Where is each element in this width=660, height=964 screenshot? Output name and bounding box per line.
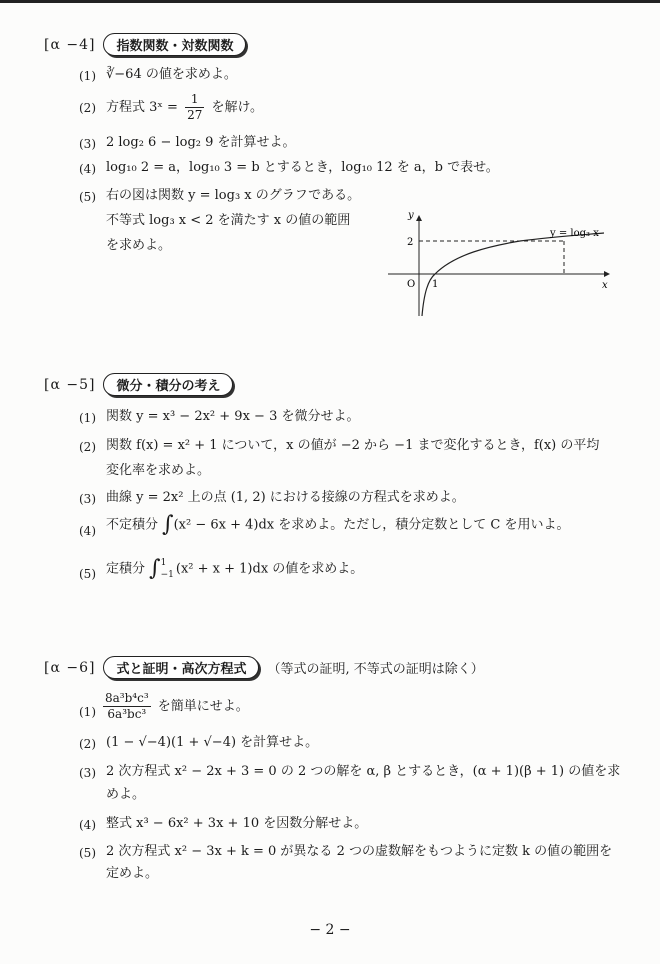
item-text: 右の図は関数 y = log₃ x のグラフである。: [106, 188, 361, 203]
item-text: [106, 557, 363, 581]
item-text: 関数 y = x³ − 2x² + 9x − 3 を微分せよ。: [106, 409, 360, 424]
item-number: (5): [79, 846, 96, 860]
item-text: (1 − √−4)(1 + √−4) を計算せよ。: [106, 735, 319, 750]
section-title: 指数関数・対数関数: [103, 33, 246, 56]
fraction-numerator: 1: [185, 92, 204, 108]
item-number: (4): [79, 818, 96, 832]
log-graph: [380, 208, 620, 318]
page-number: − 2 −: [309, 922, 351, 938]
integral-limits: [161, 557, 174, 581]
item-number: (2): [79, 440, 96, 454]
upper-limit: 1: [160, 558, 167, 568]
y-axis-label: y: [408, 210, 414, 221]
item-pre: 定積分: [106, 561, 150, 577]
item-number: (3): [79, 492, 96, 506]
x-axis-arrow: [604, 271, 610, 277]
item-post: (x² − 6x + 4)dx を求めよ。ただし，積分定数として C を用いよ。: [173, 517, 570, 533]
lower-limit: −1: [160, 570, 174, 580]
item-number: (1): [79, 411, 96, 425]
item-text-line2: めよ。: [106, 787, 146, 802]
top-edge-line: [0, 0, 660, 3]
curve-label: y = log₃ x: [550, 228, 599, 239]
item-text-line3: を求めよ。: [106, 238, 172, 253]
x-axis-label: x: [602, 280, 608, 291]
tick-label-y: 2: [407, 237, 414, 248]
item-number: (1): [79, 69, 96, 83]
origin-label: O: [407, 279, 416, 290]
fraction-numerator: 8a³b⁴c³: [105, 691, 149, 705]
section-header-alpha-4: [44, 33, 246, 56]
item-text: 関数 f(x) = x² + 1 について，x の値が −2 から −1 まで変化するとき，f(x) の平均: [106, 438, 600, 453]
item-pre: 方程式 3ˣ =: [106, 100, 183, 115]
item-text-line2: 変化率を求めよ。: [106, 463, 211, 478]
item-number: (2): [79, 101, 96, 115]
item-text: 2 次方程式 x² − 3x + k = 0 が異なる 2 つの虚数解をもつように定数 k の値の範囲を: [106, 844, 613, 859]
item-post: を解け。: [207, 100, 263, 115]
section-code: [α −6]: [44, 659, 96, 676]
section-note: （等式の証明, 不等式の証明は除く）: [267, 662, 484, 677]
item-number: (5): [79, 567, 96, 581]
item-number: (3): [79, 766, 96, 780]
item-text: 曲線 y = 2x² 上の点 (1, 2) における接線の方程式を求めよ。: [106, 490, 465, 505]
section-title: 微分・積分の考え: [103, 373, 233, 396]
item-number: (4): [79, 524, 96, 538]
item-text: log₁₀ 2 = a，log₁₀ 3 = b とするとき，log₁₀ 12 を a，b で表せ。: [106, 160, 499, 175]
section-code: [α −4]: [44, 36, 96, 53]
item-text-line2: 不等式 log₃ x < 2 を満たす x の値の範囲: [106, 213, 351, 228]
item-number: (1): [79, 705, 96, 719]
fraction-denominator: 27: [187, 108, 203, 122]
y-axis-arrow: [416, 215, 422, 221]
integral-sign: ∫: [149, 556, 161, 581]
item-number: (2): [79, 737, 96, 751]
section-header-alpha-6: [44, 656, 484, 679]
item-text: 2 log₂ 6 − log₂ 9 を計算せよ。: [106, 135, 296, 150]
item-number: (4): [79, 162, 96, 176]
item-text: ∛−64 の値を求めよ。: [106, 67, 237, 82]
item-number: (5): [79, 190, 96, 204]
item-text: 整式 x³ − 6x² + 3x + 10 を因数分解せよ。: [106, 816, 368, 831]
fraction: [185, 92, 204, 123]
section-title: 式と証明・高次方程式: [103, 656, 259, 679]
item-text: 2 次方程式 x² − 2x + 3 = 0 の 2 つの解を α, β とするとき，(α + 1)(β + 1) の値を求: [106, 764, 621, 779]
item-number: (3): [79, 137, 96, 151]
item-post: (x² + x + 1)dx の値を求めよ。: [175, 561, 364, 577]
item-post: を簡単にせよ。: [153, 699, 249, 714]
item-text: [106, 92, 263, 123]
item-pre: 不定積分: [106, 517, 163, 533]
item-text: [100, 691, 249, 722]
item-text: [106, 512, 570, 537]
item-text-line2: 定めよ。: [106, 866, 159, 881]
section-code: [α −5]: [44, 376, 96, 393]
section-header-alpha-5: [44, 373, 233, 396]
tick-label-x: 1: [432, 279, 439, 290]
integral-sign: ∫: [162, 512, 174, 537]
fraction: [103, 691, 151, 722]
fraction-denominator: 6a³bc³: [107, 707, 147, 721]
